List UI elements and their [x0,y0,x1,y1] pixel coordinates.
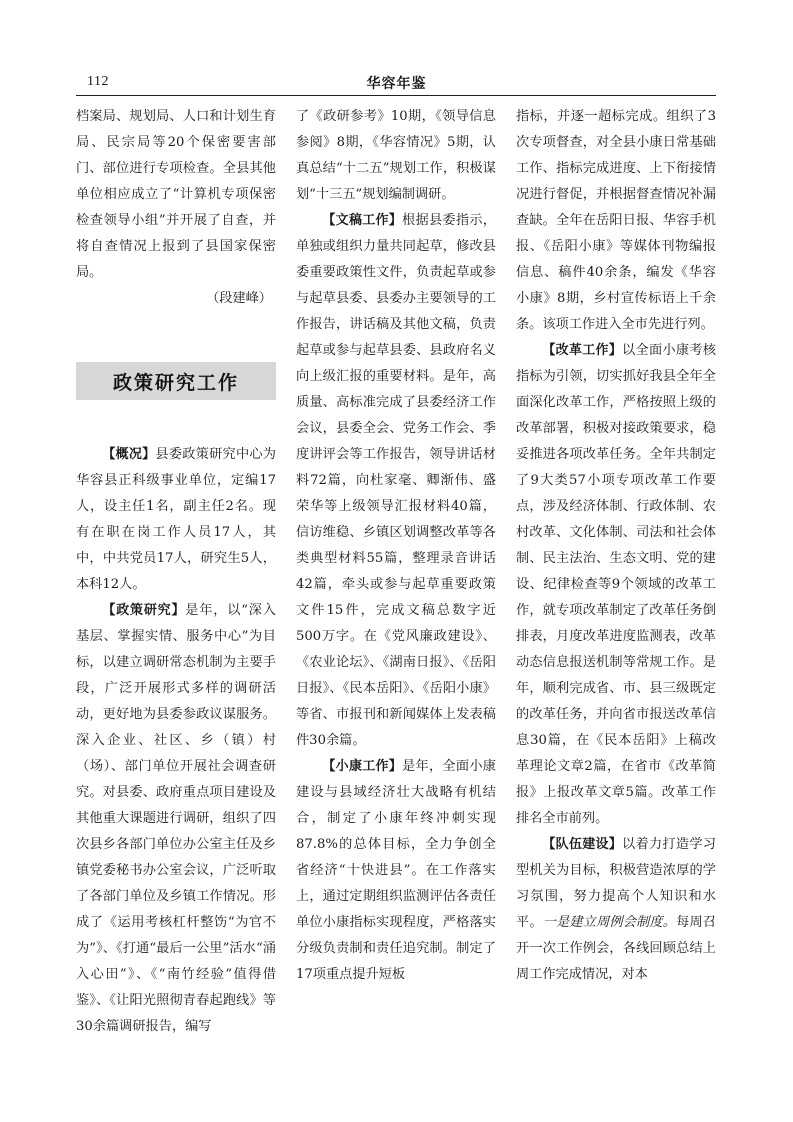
column-3 [516,104,716,988]
paragraph-team-building [516,832,716,988]
paragraph-continued: 档案局、规划局、人口和计划生育局、民宗局等20个保密要害部门、部位进行专项检查。全县其他单位相应成立了“计算机专项保密检查领导小组”并开展了自查，并将自查情况上报到了县国家保密局。 [76,109,276,280]
section-heading: 【政策研究】 [102,603,186,618]
page-number: 112 [87,74,109,89]
emphasis-text: 一是建立周例会制度。 [542,915,677,930]
paragraph-continued: 了《政研参考》10期，《领导信息参阅》8期，《华容情况》5期，认真总结“十二五”规划工作，积极谋划“十三五”规划编制调研。 [296,109,496,202]
section-title: 政策研究工作 [112,371,239,394]
header-rule [76,95,716,96]
paragraph-text: 根据县委指示，单独或组织力量共同起草，修改县委重要政策性文件，负责起草或参与起草县委、县委办主要领导的工作报告，讲话稿及其他文稿，负责起草或参与起草县委、县政府名义向上级汇报的重要材料。是年，高质量、高标准完成了县委经济工作会议，县委全会、党务工作会、季度讲评会等工作报告，领导讲话材料72篇，向杜家毫、卿渐伟、盛荣华等上级领导汇报材料40篇，信访维稳、乡镇区划调整改革等各类典型材料55篇，整理录音讲话42篇，牵头或参与起草重要政策文件15件，完成文稿总数字近500万字。在《党风廉政建设》、《农业论坛》、《湖南日报》、《岳阳日报》、《民本岳阳》、《岳阳小康》等省、市报刊和新闻媒体上发表稿件30余篇。 [296,213,496,748]
section-heading: 【概况】 [102,447,156,462]
section-banner [76,362,276,400]
paragraph-text: 是年，全面小康建设与县域经济壮大战略有机结合，制定了小康年终冲刺实现87.8%的总体目标，全力争创全省经济“十快进县”。在工作落实上，通过定期组织监测评估各责任单位小康指标实现程度，严格落实分级负责制和责任追究制。制定了17项重点提升短板 [296,759,496,982]
paragraph-text: 是年，以“深入基层、掌握实情、服务中心”为目标，以建立调研常态机制为主要手段，广泛开展形式多样的调研活动，更好地为县委参政议谋服务。深入企业、社区、乡（镇）村（场）、部门单位开展社会调查研究。对县委、政府重点项目建设及其他重大课题进行调研，组织了四次县乡各部门单位办公室主任及乡镇党委秘书办公室会议，广泛听取了各部门单位及乡镇工作情况。形成了《运用考核杠杆整饬“为官不为”》、《打通“最后一公里”活水“涌入心田”》、《“南竹经验”值得借鉴》、《让阳光照彻青春起跑线》等30余篇调研报告，编写 [76,603,276,1034]
column-1 [76,104,276,1040]
section-heading: 【小康工作】 [322,759,403,774]
paragraph-text: 每周召开一次工作例会，各线回顾总结上周工作完成情况，对本 [516,915,716,982]
paragraph-text: 以着力打造学习型机关为目标，积极营造浓厚的学习氛围，努力提高个人知识和水平。 [516,837,716,930]
author-signature: （段建峰） [206,291,272,306]
section-heading: 【队伍建设】 [542,837,623,852]
paragraph-xiaokang [296,754,496,988]
paragraph-text: 以全面小康考核指标为引领，切实抓好我县全年全面深化改革工作，严格按照上级的改革部署，积极对接政策要求，稳妥推进各项改革任务。全年共制定了9大类57小项专项改革工作要点，涉及经济体制、行政体制、农村改革、文化体制、司法和社会体制、民主法治、生态文明、党的建设、纪律检查等9个领域的改革工作，就专项改革制定了改革任务倒排表，月度改革进度监测表，改革动态信息报送机制等常规工作。是年，顺利完成省、市、县三级既定的改革任务，并向省市报送改革信息30篇，在《民本岳阳》上稿改革理论文章2篇，在省市《改革简报》上报改革文章5篇。改革工作排名全市前列。 [516,343,716,826]
section-heading: 【文稿工作】 [322,213,403,228]
paragraph-policy-research [76,598,276,1040]
paragraph-overview [76,442,276,598]
column-2 [296,104,496,988]
section-heading: 【改革工作】 [542,343,623,358]
paragraph-continued: 指标，并逐一超标完成。组织了3次专项督查，对全县小康日常基础工作、指标完成进度、上下衔接情况进行督促，并根据督查情况补漏查缺。全年在岳阳日报、华容手机报、《岳阳小康》等媒体刊物编报信息、稿件40余条，编发《华容小康》8期，乡村宣传标语上千余条。该项工作进入全市先进行列。 [516,109,716,332]
paragraph-reform [516,338,716,832]
paragraph-text: 县委政策研究中心为华容县正科级事业单位，定编17人，设主任1名，副主任2名。现有在职在岗工作人员17人，其中，中共党员17人，研究生5人，本科12人。 [76,447,276,592]
paragraph-drafting [296,208,496,754]
running-title: 华容年鉴 [366,76,427,92]
